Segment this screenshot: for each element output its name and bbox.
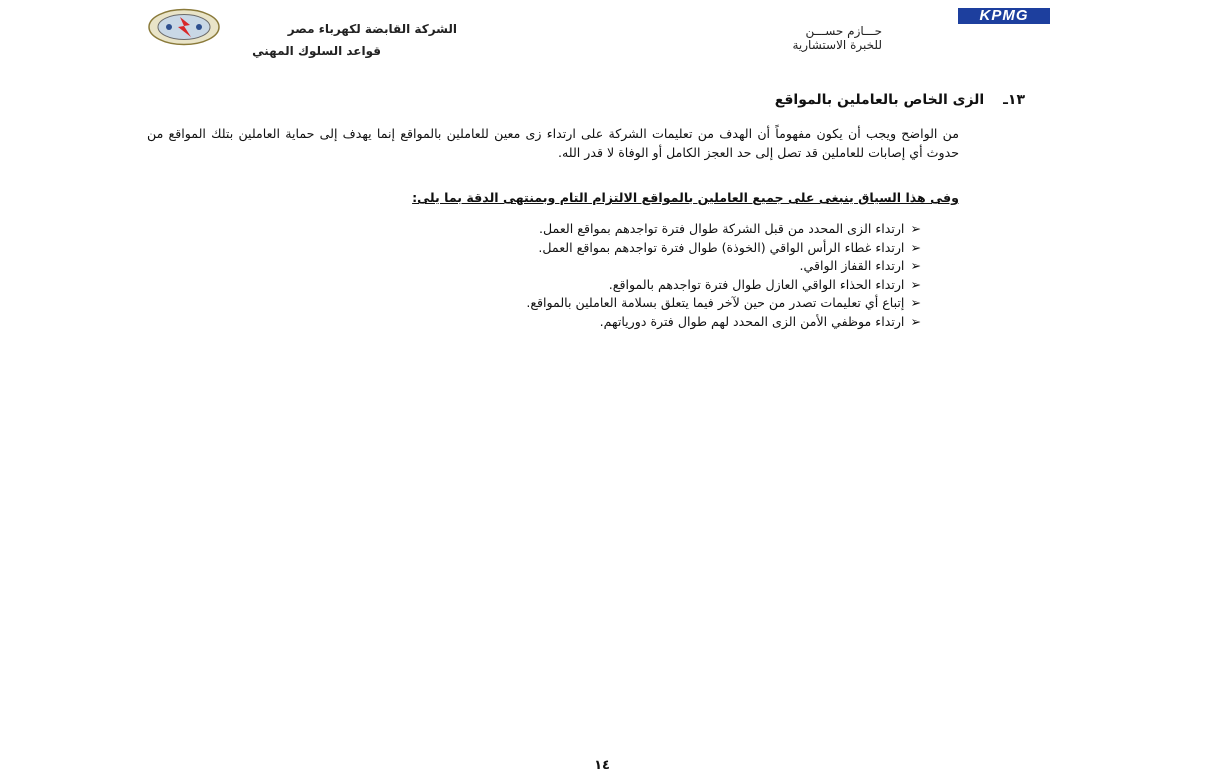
section-title: الزى الخاص بالعاملين بالمواقع bbox=[774, 92, 985, 108]
consultant-firm: للخبرة الاستشارية bbox=[792, 38, 882, 52]
list-item-text: ارتداء موظفي الأمن الزى المحدد لهم طوال فترة دورياتهم. bbox=[599, 313, 905, 329]
kpmg-logo: KPMG bbox=[958, 8, 1050, 24]
list-item-text: ارتداء القفاز الواقي. bbox=[799, 258, 905, 274]
company-name: الشركة القابضة لكهرباء مصر bbox=[287, 22, 457, 36]
arrow-bullet-icon: ➢ bbox=[910, 295, 921, 311]
consultant-name: حـــازم حســـن bbox=[805, 24, 882, 38]
section-number: ١٣ـ bbox=[1003, 92, 1025, 108]
list-item bbox=[526, 257, 921, 276]
requirements-list bbox=[526, 220, 921, 332]
arrow-bullet-icon: ➢ bbox=[910, 313, 921, 329]
document-subtitle: قواعد السلوك المهني bbox=[252, 44, 381, 58]
arrow-bullet-icon: ➢ bbox=[910, 276, 921, 292]
list-item-text: ارتداء الحذاء الواقي العازل طوال فترة تواجدهم بالمواقع. bbox=[608, 276, 905, 292]
section-heading bbox=[775, 92, 1025, 108]
page-number: ١٤ bbox=[594, 758, 610, 773]
list-item bbox=[526, 239, 921, 258]
intro-paragraph: من الواضح ويجب أن يكون مفهوماً أن الهدف من تعليمات الشركة على ارتداء زى معين للعاملين بالمواقع إنما يهدف إلى حماية العاملين بتلك المواقع من حدوث أي إصابات للعاملين قد تصل إلى حد العجز الكامل أو الوفاة لا قدر الله. bbox=[147, 126, 959, 160]
list-item bbox=[526, 276, 921, 295]
list-item bbox=[526, 313, 921, 332]
list-item bbox=[526, 294, 921, 313]
list-item bbox=[526, 220, 921, 239]
instruction-line: وفى هذا السياق ينبغى على جميع العاملين بالمواقع الالتزام التام وبمنتهى الدقة بما يلى: bbox=[412, 190, 959, 205]
list-item-text: ارتداء الزى المحدد من قبل الشركة طوال فترة تواجدهم بمواقع العمل. bbox=[539, 221, 905, 236]
arrow-bullet-icon: ➢ bbox=[910, 221, 921, 236]
arrow-bullet-icon: ➢ bbox=[910, 258, 921, 274]
list-item-text: إتباع أي تعليمات تصدر من حين لآخر فيما يتعلق بسلامة العاملين بالمواقع. bbox=[526, 295, 905, 311]
list-item-text: ارتداء غطاء الرأس الواقي (الخوذة) طوال فترة تواجدهم بمواقع العمل. bbox=[538, 239, 905, 255]
arrow-bullet-icon: ➢ bbox=[910, 239, 921, 255]
